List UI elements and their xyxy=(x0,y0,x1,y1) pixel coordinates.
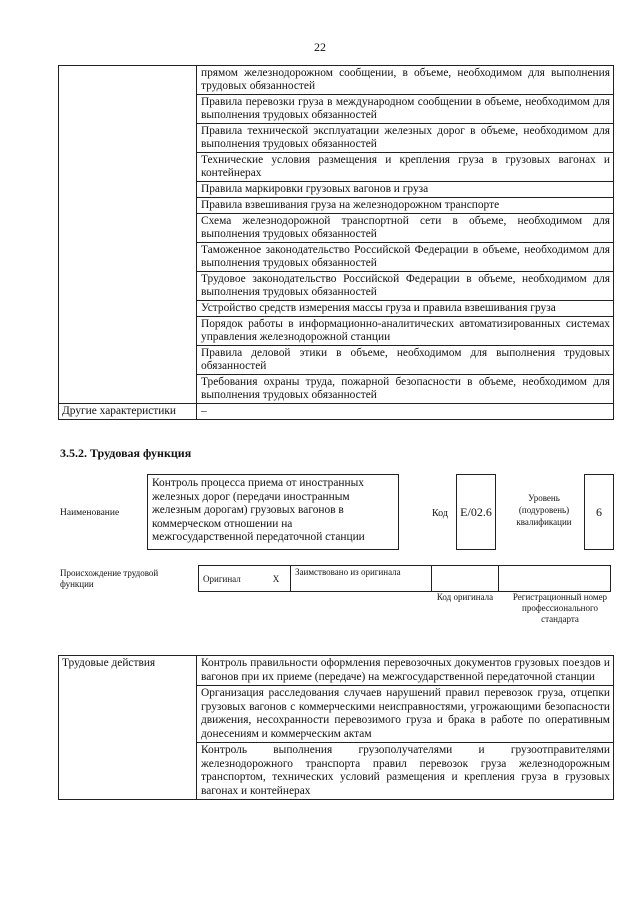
name-label: Наименование xyxy=(60,508,120,518)
code-label: Код xyxy=(432,508,448,519)
requirement-text: Правила деловой этики в объеме, необходимом для выполнения трудовых обязанностей xyxy=(197,346,614,375)
requirement-text: Правила взвешивания груза на железнодорожном транспорте xyxy=(197,198,614,214)
requirement-text: Правила перевозки груза в международном сообщении в объеме, необходимом для выполнения трудовых обязанностей xyxy=(197,95,614,124)
labor-action-text: Организация расследования случаев нарушений правил перевозок груза, отцепки грузовых вагонов с коммерческими неисправностями, угрожающими безопасности движения, несохранности перевозимого груза и брака в работе по оперативным донесениям и коммерческим актам xyxy=(197,686,614,743)
requirement-text: Трудовое законодательство Российской Федерации в объеме, необходимом для выполнения трудовых обязанностей xyxy=(197,272,614,301)
labor-actions-table xyxy=(58,655,614,800)
code-original-caption: Код оригинала xyxy=(436,592,494,602)
labor-action-text: Контроль правильности оформления перевозочных документов грузовых поездов и вагонов при их приеме (передаче) на межгосударственной передаточной станции xyxy=(197,656,614,686)
labor-actions-label: Трудовые действия xyxy=(59,656,197,800)
code-value-box: E/02.6 xyxy=(456,474,496,550)
origin-table xyxy=(198,565,611,592)
reg-number-cell xyxy=(499,566,611,592)
requirements-label-cell xyxy=(59,66,197,404)
original-label: Оригинал xyxy=(199,566,263,592)
requirement-text: Технические условия размещения и крепления груза в грузовых вагонах и контейнерах xyxy=(197,153,614,182)
requirement-text: Таможенное законодательство Российской Федерации в объеме, необходимом для выполнения трудовых обязанностей xyxy=(197,243,614,272)
origin-label: Происхождение трудовой функции xyxy=(60,568,159,589)
labor-action-text: Контроль выполнения грузополучателями и грузоотправителями железнодорожного транспорта правил перевозок груза железнодорожным транспортом, технических условий размещения и крепления груза в грузовых вагонах и контейнерах xyxy=(197,743,614,800)
requirements-table xyxy=(58,65,614,420)
requirement-row xyxy=(59,66,614,95)
level-label: Уровень (подуровень) квалификации xyxy=(516,493,572,527)
reg-number-caption: Регистрационный номер профессионального стандарта xyxy=(512,592,608,624)
requirement-text: прямом железнодорожном сообщении, в объеме, необходимом для выполнения трудовых обязанностей xyxy=(197,66,614,95)
other-characteristics-value: – xyxy=(197,404,614,420)
borrowed-label: Заимствовано из оригинала xyxy=(291,566,432,592)
requirement-text: Правила технической эксплуатации железных дорог в объеме, необходимом для выполнения трудовых обязанностей xyxy=(197,124,614,153)
other-characteristics-row xyxy=(59,404,614,420)
requirement-text: Порядок работы в информационно-аналитических автоматизированных системах управления железнодорожной станции xyxy=(197,317,614,346)
code-original-cell xyxy=(432,566,499,592)
requirement-text: Схема железнодорожной транспортной сети в объеме, необходимом для выполнения трудовых обязанностей xyxy=(197,214,614,243)
requirement-text: Устройство средств измерения массы груза и правила взвешивания груза xyxy=(197,301,614,317)
level-value-box: 6 xyxy=(584,474,614,550)
original-mark: X xyxy=(262,566,291,592)
function-name-box: Контроль процесса приема от иностранных железных дорог (передачи иностранным железным дорогам) грузовых вагонов в коммерческом отношении на межгосударственной передаточной станции xyxy=(147,474,399,550)
requirement-text: Требования охраны труда, пожарной безопасности в объеме, необходимом для выполнения трудовых обязанностей xyxy=(197,375,614,404)
other-characteristics-label: Другие характеристики xyxy=(59,404,197,420)
labor-action-row xyxy=(59,656,614,686)
requirement-text: Правила маркировки грузовых вагонов и груза xyxy=(197,182,614,198)
page-number: 22 xyxy=(314,40,326,54)
section-title: 3.5.2. Трудовая функция xyxy=(60,446,192,460)
